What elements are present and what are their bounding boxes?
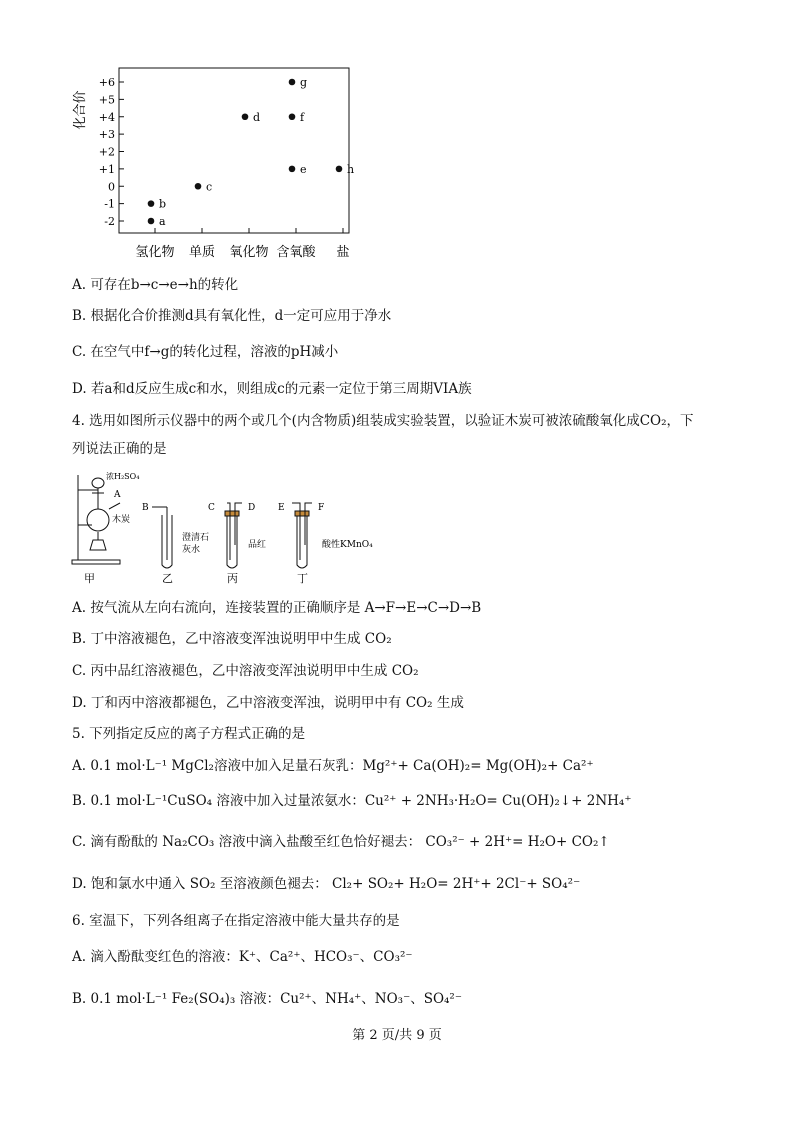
y-tick-label: -1 [104,197,115,211]
q6-option-b: B. 0.1 mol·L⁻¹ Fe₂(SO₄)₃ 溶液：Cu²⁺、NH₄⁺、NO₃⁻、SO₄²⁻ [72,991,462,1007]
ding-port-e: E [278,503,285,513]
ding-label: 丁 [297,572,308,585]
q5-option-d: D. 饱和氯水中通入 SO₂ 至溶液颜色褪去： Cl₂+ SO₂+ H₂O= 2H⁺+ 2Cl⁻+ SO₄²⁻ [72,876,581,892]
data-point-label-b: b [159,197,167,211]
y-tick-label: 0 [108,180,115,194]
yi-port-b: B [142,503,149,513]
data-point-c [195,183,202,190]
chart-frame [119,68,349,233]
q4-stem-line1: 4. 选用如图所示仪器中的两个或几个(内含物质)组装成实验装置，以验证木炭可被浓硫酸氧化成CO₂，下 [72,413,694,429]
data-point-h [336,166,343,173]
data-point-label-h: h [347,162,355,176]
bing-port-c: C [208,503,215,513]
q4-stem-line2: 列说法正确的是 [72,441,167,457]
y-tick-label: -2 [104,215,115,228]
y-tick-label: +6 [98,76,115,89]
q6-stem: 6. 室温下，下列各组离子在指定溶液中能大量共存的是 [72,913,400,929]
bing-port-d: D [248,503,256,513]
q3-option-a: A. 可存在b→c→e→h的转化 [72,277,239,293]
jia-label: 甲 [84,572,95,585]
data-point-g [289,79,296,86]
q5-option-a: A. 0.1 mol·L⁻¹ MgCl₂溶液中加入足量石灰乳：Mg²⁺+ Ca(OH)₂= Mg(OH)₂+ Ca²⁺ [72,758,594,774]
q3-option-b: B. 根据化合价推测d具有氧化性，d一定可应用于净水 [72,308,392,324]
y-tick-label: +2 [98,145,115,159]
x-tick-label: 盐 [336,245,350,260]
data-point-a [148,218,155,225]
q4-option-c: C. 丙中品红溶液褪色，乙中溶液变浑浊说明甲中生成 CO₂ [72,663,419,679]
jia-reagent-carbon: 木炭 [112,515,131,525]
bing-reagent: 品红 [248,540,267,550]
data-point-e [289,166,296,173]
bing-label: 丙 [227,572,238,585]
apparatus-figure [70,465,430,590]
data-point-label-c: c [206,180,213,194]
jia-port-a: A [114,490,121,500]
q4-option-d: D. 丁和丙中溶液都褪色，乙中溶液变浑浊，说明甲中有 CO₂ 生成 [72,695,464,711]
q4-option-b: B. 丁中溶液褪色，乙中溶液变浑浊说明甲中生成 CO₂ [72,631,392,647]
yi-reagent-line2: 灰水 [182,545,201,555]
x-tick-label: 含氧酸 [276,245,316,260]
data-point-label-d: d [253,110,261,124]
q4-option-a: A. 按气流从左向右流向，连接装置的正确顺序是 A→F→E→C→D→B [72,600,482,616]
page-footer: 第 2 页/共 9 页 [352,1028,442,1043]
y-tick-label: +4 [98,110,115,124]
q3-option-d: D. 若a和d反应生成c和水，则组成c的元素一定位于第三周期VIA族 [72,381,472,397]
data-point-f [289,113,296,120]
x-tick-label: 氧化物 [229,245,269,260]
data-point-label-a: a [159,215,166,228]
q6-option-a: A. 滴入酚酞变红色的溶液：K⁺、Ca²⁺、HCO₃⁻、CO₃²⁻ [72,949,413,965]
jia-reagent-acid: 浓H₂SO₄ [106,472,140,481]
y-tick-label: +1 [98,162,115,176]
data-point-d [242,113,249,120]
data-point-label-g: g [300,76,308,89]
ding-port-f: F [318,503,325,513]
x-tick-label: 单质 [188,245,216,260]
x-tick-label: 氢化物 [135,245,175,260]
q5-option-b: B. 0.1 mol·L⁻¹CuSO₄ 溶液中加入过量浓氨水：Cu²⁺ + 2NH₃·H₂O= Cu(OH)₂↓+ 2NH₄⁺ [72,793,632,809]
valence-chart [72,60,372,265]
q3-option-c: C. 在空气中f→g的转化过程，溶液的pH减小 [72,344,339,360]
ding-reagent: 酸性KMnO₄ [322,540,373,550]
data-point-label-e: e [300,162,307,176]
yi-reagent-line1: 澄清石 [182,533,210,543]
y-tick-label: +3 [98,128,115,142]
q5-stem: 5. 下列指定反应的离子方程式正确的是 [72,726,306,742]
q5-option-c: C. 滴有酚酞的 Na₂CO₃ 溶液中滴入盐酸至红色恰好褪去： CO₃²⁻ + 2H⁺= H₂O+ CO₂↑ [72,834,610,850]
chart-ylabel: 化合价 [73,90,88,130]
data-point-b [148,200,155,207]
yi-label: 乙 [162,572,173,585]
data-point-label-f: f [300,110,305,124]
y-tick-label: +5 [98,93,115,107]
